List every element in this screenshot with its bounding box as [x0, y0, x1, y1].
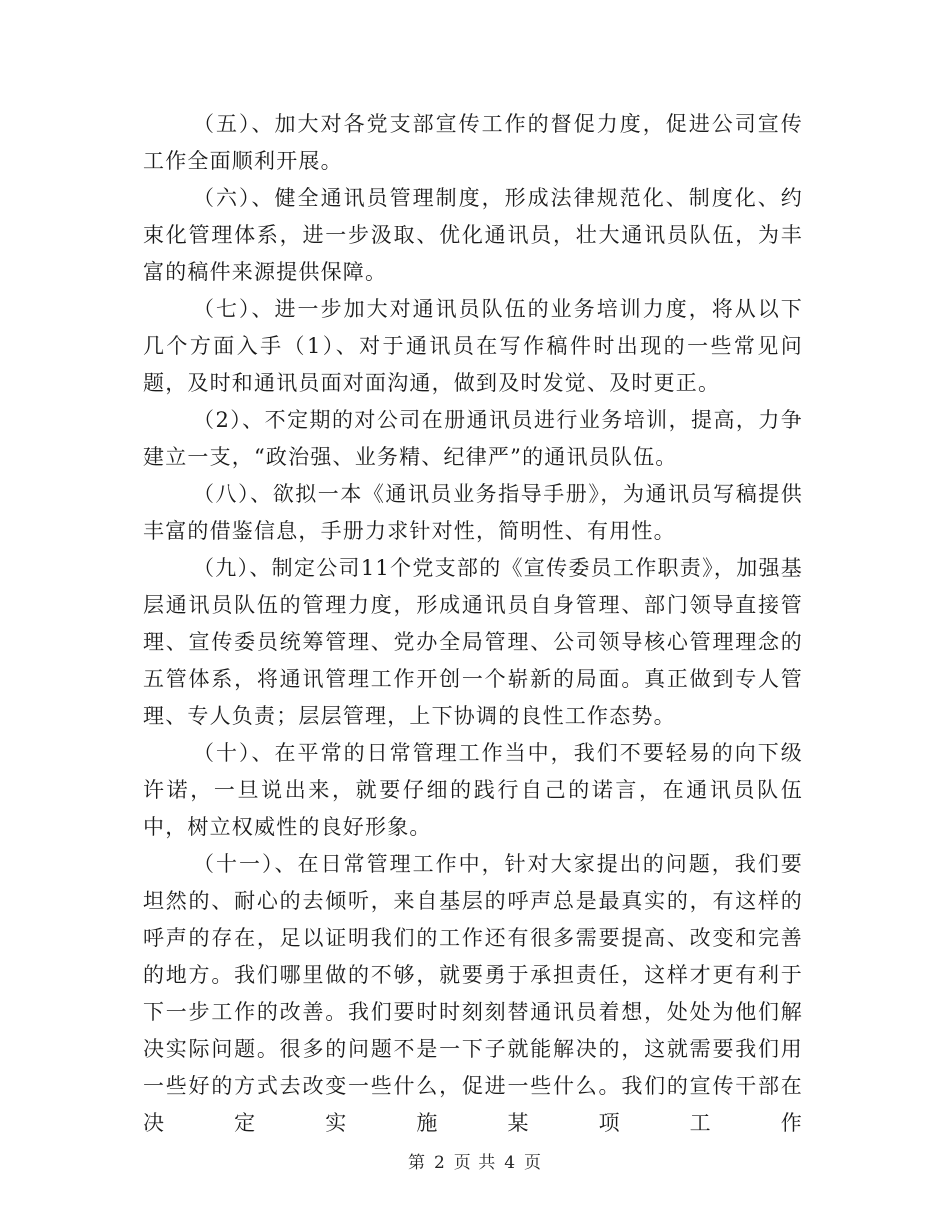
- footer-total-pages: 4: [504, 1153, 517, 1173]
- footer-prefix: 第: [407, 1153, 426, 1173]
- footer-suffix: 页: [524, 1153, 543, 1173]
- page-footer: [0, 1148, 950, 1173]
- paragraph-10: （十）、在平常的日常管理工作当中，我们不要轻易的向下级许诺，一旦说出来，就要仔细的践行自己的诺言，在通讯员队伍中，树立权威性的良好形象。: [143, 741, 803, 839]
- paragraph-9: （九）、制定公司11个党支部的《宣传委员工作职责》，加强基层通讯员队伍的管理力度，形成通讯员自身管理、部门领导直接管理、宣传委员统筹管理、党办全局管理、公司领导核心管理理念的五管体系，将通讯管理工作开创一个崭新的局面。真正做到专人管理、专人负责；层层管理，上下协调的良性工作态势。: [143, 556, 803, 728]
- document-body: [143, 106, 803, 1142]
- paragraph-11: （十一）、在日常管理工作中，针对大家提出的问题，我们要坦然的、耐心的去倾听，来自基层的呼声总是最真实的，有这样的呼声的存在，足以证明我们的工作还有很多需要提高、改变和完善的地方。我们哪里做的不够，就要勇于承担责任，这样才更有利于下一步工作的改善。我们要时时刻刻替通讯员着想，处处为他们解决实际问题。很多的问题不是一下子就能解决的，这就需要我们用一些好的方式去改变一些什么，促进一些什么。我们的宣传干部在决定实施某项工作: [143, 852, 803, 1135]
- footer-middle: 页 共: [453, 1153, 497, 1173]
- paragraph-7-item-2: （2）、不定期的对公司在册通讯员进行业务培训，提高，力争建立一支，“政治强、业务精、纪律严”的通讯员队伍。: [143, 408, 803, 469]
- footer-page-number: 2: [433, 1153, 446, 1173]
- paragraph-8: （八）、欲拟一本《通讯员业务指导手册》，为通讯员写稿提供丰富的借鉴信息，手册力求针对性，简明性、有用性。: [143, 482, 803, 543]
- paragraph-7: （七）、进一步加大对通讯员队伍的业务培训力度，将从以下几个方面入手（1）、对于通讯员在写作稿件时出现的一些常见问题，及时和通讯员面对面沟通，做到及时发觉、及时更正。: [143, 297, 803, 395]
- paragraph-5: （五）、加大对各党支部宣传工作的督促力度，促进公司宣传工作全面顺利开展。: [143, 112, 803, 173]
- paragraph-6: （六）、健全通讯员管理制度，形成法律规范化、制度化、约束化管理体系，进一步汲取、优化通讯员，壮大通讯员队伍，为丰富的稿件来源提供保障。: [143, 186, 803, 284]
